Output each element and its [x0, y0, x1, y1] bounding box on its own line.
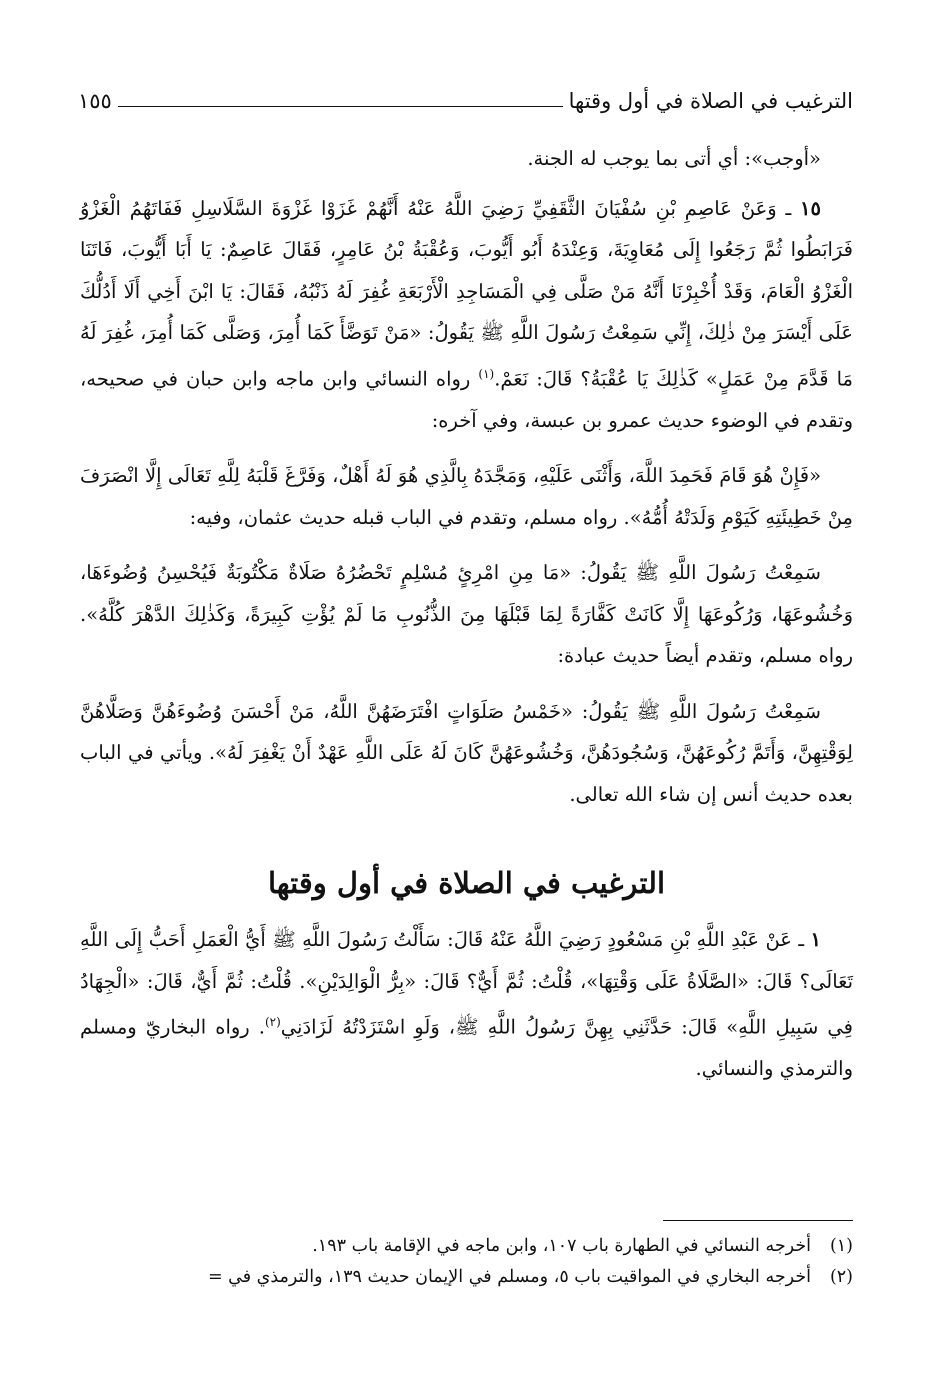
footnote-text: أخرجه البخاري في المواقيت باب ٥، ومسلم في الإيمان حديث ١٣٩، والترمذي في =	[207, 1267, 811, 1287]
running-head-rule	[118, 106, 563, 107]
paragraph-owjab-gloss: «أوجب»: أي أتى بما يوجب له الجنة.	[527, 147, 821, 170]
footnote-separator	[663, 1220, 853, 1221]
footnote-mark: (١)	[829, 1236, 853, 1256]
footnote-ref-1[interactable]: (١)	[478, 366, 495, 381]
footnote-text: أخرجه النسائي في الطهارة باب ١٠٧، وابن ماجه في الإقامة باب ١٩٣.	[312, 1236, 811, 1256]
hadith-15-source: رواه النسائي وابن ماجه وابن حبان في صحيحه، وتقدم في الوضوء حديث عمرو بن عبسة، وفي آخره:	[80, 367, 853, 432]
paragraph-uthman-hadith: سَمِعْتُ رَسُولَ اللَّهِ ﷺ يَقُولُ: «مَا مِنِ امْرِئٍ مُسْلِمٍ تَحْضُرُهُ صَلَاةٌ مَكْتُوبَةٌ فَيُحْسِنُ وُضُوءَهَا، وَخُشُوعَهَا، وَرُكُوعَهَا إِلَّا كَانَتْ كَفَّارَةً لِمَا قَبْلَهَا مِنَ الذُّنُوبِ مَا لَمْ يُؤْتِ كَبِيرَةً، وَكَذٰلِكَ الدَّهْرَ كُلَّهُ». رواه مسلم، وتقدم أيضاً حديث عبادة:	[80, 561, 853, 667]
hadith-1-text: ـ عَنْ عَبْدِ اللَّهِ بْنِ مَسْعُودٍ رَضِيَ اللَّهُ عَنْهُ قَالَ: سَأَلْتُ رَسُولَ اللَّهِ ﷺ أَيُّ الْعَمَلِ أَحَبُّ إِلَى اللَّهِ تَعَالَى؟ قَالَ: «الصَّلَاةُ عَلَى وَقْتِهَا»، قُلْتُ: ثُمَّ أَيٌّ؟ قَالَ: «بِرُّ الْوَالِدَيْنِ». قُلْتُ: ثُمَّ أَيٌّ، قَالَ: «الْجِهَادُ فِي سَبِيلِ اللَّهِ» قَالَ: حَدَّثَنِي بِهِنَّ رَسُولُ اللَّهِ ﷺ، وَلَوِ اسْتَزَدْتُهُ لَزَادَنِي	[80, 928, 853, 1039]
running-head	[78, 86, 853, 116]
hadith-1-source: . رواه البخاريّ ومسلم والترمذي والنسائي.	[80, 1015, 853, 1080]
footnote-ref-2[interactable]: (٢)	[264, 1015, 281, 1029]
hadith-1	[80, 919, 853, 1090]
paragraph-ubada-hadith: سَمِعْتُ رَسُولَ اللَّهِ ﷺ يَقُولُ: «خَمْسُ صَلَوَاتٍ افْتَرَضَهُنَّ اللَّهُ، مَنْ أَحْسَنَ وُضُوءَهُنَّ وَصَلَّاهُنَّ لِوَقْتِهِنَّ، وَأَتَمَّ رُكُوعَهُنَّ، وَسُجُودَهُنَّ، وَخُشُوعَهُنَّ كَانَ لَهُ عَلَى اللَّهِ عَهْدٌ أَنْ يَغْفِرَ لَهُ». ويأتي في الباب بعده حديث أنس إن شاء الله تعالى.	[80, 699, 853, 806]
hadith-15	[80, 188, 853, 442]
footnote-mark: (٢)	[829, 1267, 853, 1287]
footnotes	[80, 1220, 853, 1293]
hadith-number: ١	[810, 928, 821, 951]
footnote-2	[80, 1262, 853, 1293]
page-body	[80, 138, 853, 1090]
hadith-number: ١٥	[800, 196, 821, 220]
running-head-title: الترغيب في الصلاة في أول وقتها	[568, 89, 853, 113]
hadith-15-text: ـ وَعَنْ عَاصِمِ بْنِ سُفْيَانَ الثَّقَفِيِّ رَضِيَ اللَّهُ عَنْهُ أَنَّهُمْ غَزَوْا غَزْوَةَ السَّلَاسِلِ فَفَاتَهُمُ الْغَزْوُ فَرَابَطُوا ثُمَّ رَجَعُوا إِلَى مُعَاوِيَةَ، وَعِنْدَهُ أَبُو أَيُّوبَ، وَعُقْبَةُ بْنُ عَامِرٍ، فَقَالَ عَاصِمٌ: يَا أَبَا أَيُّوبَ، فَاتَنَا الْغَزْوُ الْعَامَ، وَقَدْ أُخْبِرْنَا أَنَّهُ مَنْ صَلَّى فِي الْمَسَاجِدِ الْأَرْبَعَةِ غُفِرَ لَهُ ذَنْبُهُ، فَقَالَ: يَا ابْنَ أَخِي أَلَا أَدُلُّكَ عَلَى أَيْسَرَ مِنْ ذٰلِكَ، إِنِّي سَمِعْتُ رَسُولَ اللَّهِ ﷺ يَقُولُ: «مَنْ تَوَضَّأَ كَمَا أُمِرَ، وَصَلَّى كَمَا أُمِرَ، غُفِرَ لَهُ مَا قَدَّمَ مِنْ عَمَلٍ» كَذٰلِكَ يَا عُقْبَةُ؟ قَالَ: نَعَمْ.	[80, 196, 853, 390]
footnote-1	[80, 1231, 853, 1262]
section-title: الترغيب في الصلاة في أول وقتها	[267, 866, 666, 900]
paragraph-amr-hadith: «فَإِنْ هُوَ قَامَ فَحَمِدَ اللَّهَ، وَأَثْنَى عَلَيْهِ، وَمَجَّدَهُ بِالَّذِي هُوَ لَهُ أَهْلٌ، وَفَرَّغَ قَلْبَهُ لِلَّهِ تَعَالَى إِلَّا انْصَرَفَ مِنْ خَطِيئَتِهِ كَيَوْمِ وَلَدَتْهُ أُمُّهُ». رواه مسلم، وتقدم في الباب قبله حديث عثمان، وفيه:	[80, 464, 853, 529]
page-number: ١٥٥	[78, 89, 112, 113]
